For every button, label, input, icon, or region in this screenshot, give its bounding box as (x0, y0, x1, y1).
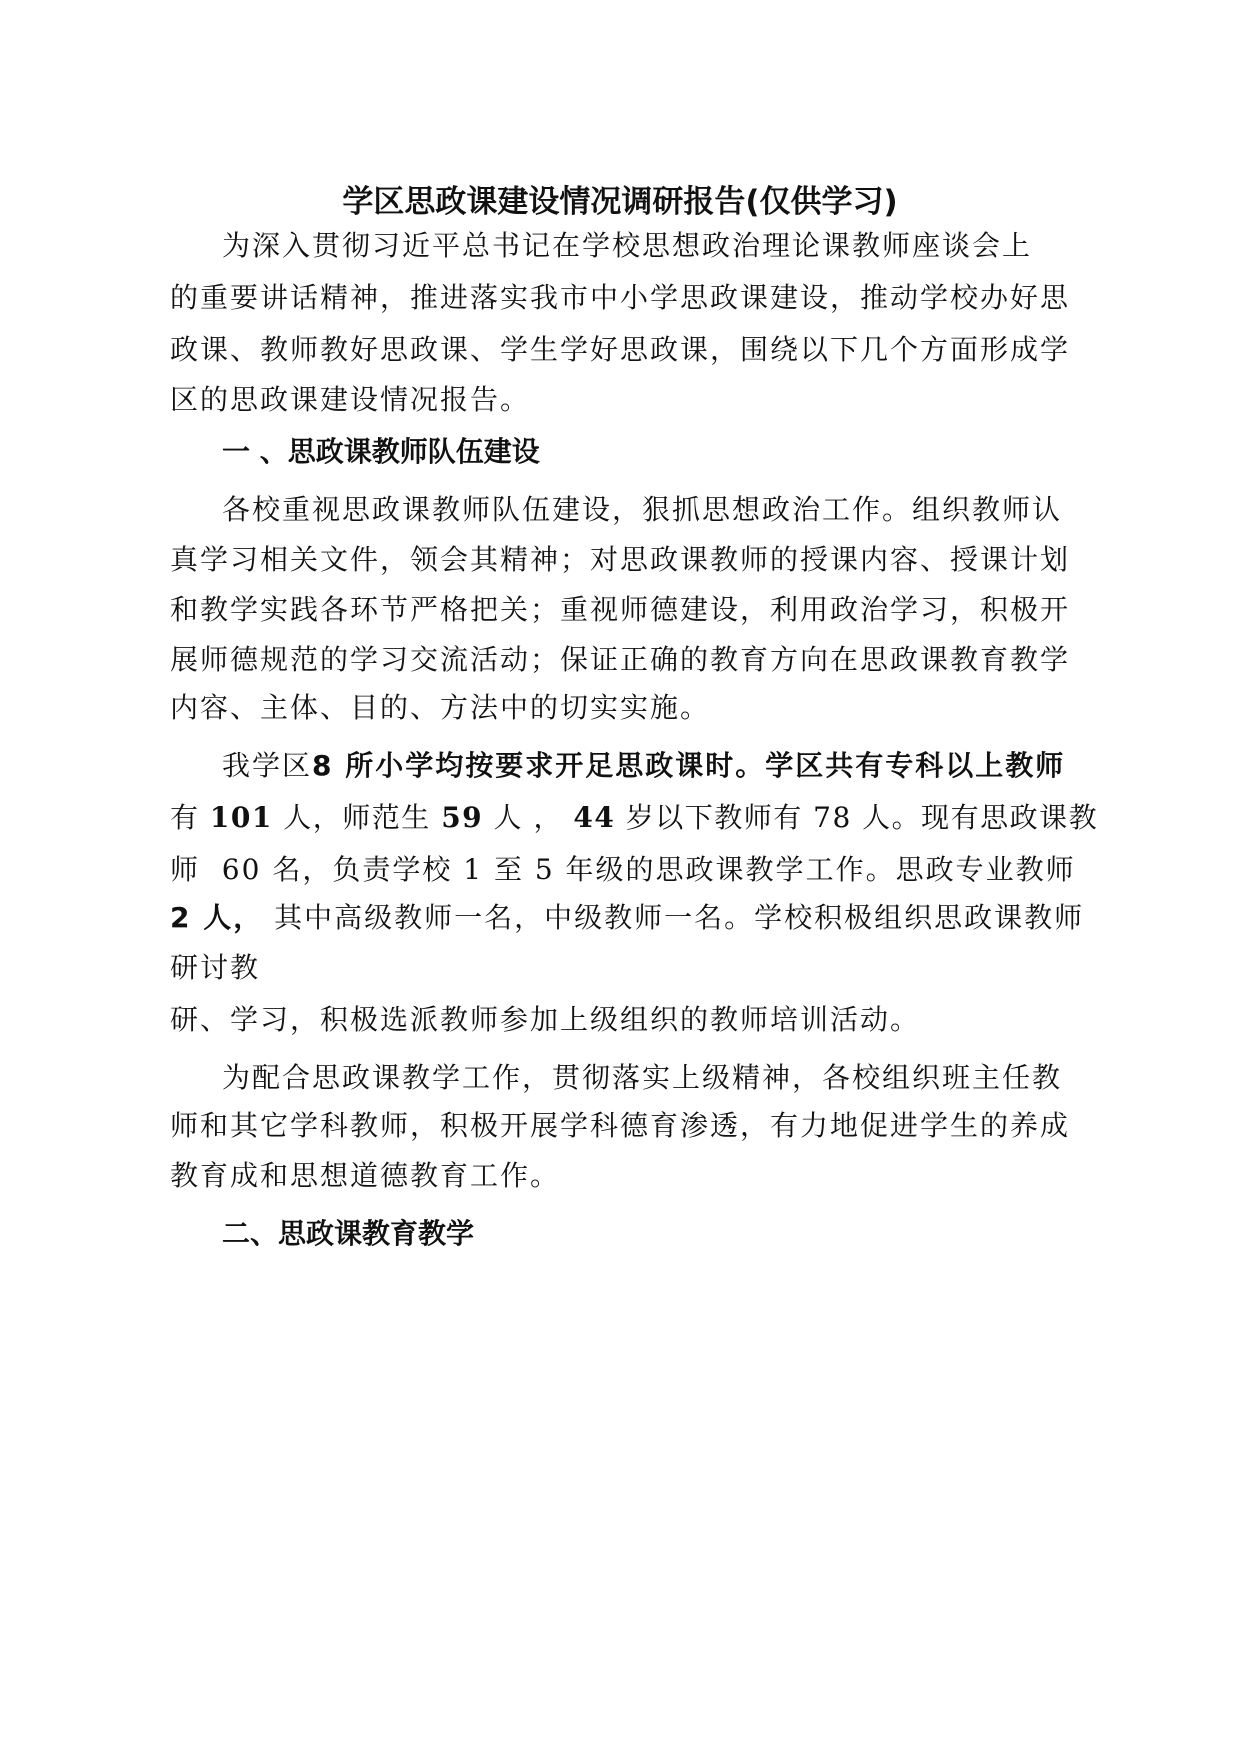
s1p2-line-1-b: 8 所小学均按要求开足思政课时。学区共有专科以上教师 (312, 749, 1066, 782)
s1p2-line-2-g: 岁以下教师有 78 人。现有思政课教 (615, 801, 1099, 834)
s1p2-line-2-c: 人，师范生 (272, 801, 431, 834)
s1p2-line-4-a: 2 人， (170, 901, 264, 934)
section-2-heading: 二、思政课教育教学 (222, 1217, 475, 1250)
s1p1-line-3: 和教学实践各环节严格把关；重视师德建设，利用政治学习，积极开 (170, 593, 1071, 626)
s1p2-line-3: 师 60 名，负责学校 1 至 5 年级的思政课教学工作。思政专业教师 (170, 853, 1076, 886)
s1p2-line-4 (170, 900, 1084, 936)
s1p2-line-4-b: 其中高级教师一名，中级教师一名。学校积极组织思政课教师 (263, 901, 1085, 934)
s1p3-line-2: 师和其它学科教师，积极开展学科德育渗透，有力地促进学生的养成 (170, 1109, 1071, 1142)
intro-line-3: 政课、教师教好思政课、学生学好思政课，围绕以下几个方面形成学 (170, 333, 1071, 366)
s1p2-line-2-e: 人 ， (483, 801, 563, 834)
s1p2-line-6: 研、学习，积极选派教师参加上级组织的教师培训活动。 (170, 1003, 921, 1036)
s1p2-line-1 (222, 748, 1065, 784)
s1p3-line-1: 为配合思政课教学工作，贯彻落实上级精神，各校组织班主任教 (222, 1061, 1063, 1094)
s1p2-line-2 (170, 800, 1098, 836)
normal-school-count: 59 (441, 801, 484, 834)
s1p1-line-4: 展师德规范的学习交流活动；保证正确的教育方向在思政课教育教学 (170, 643, 1071, 676)
s1p1-line-2: 真学习相关文件，领会其精神；对思政课教师的授课内容、授课计划 (170, 543, 1071, 576)
intro-line-1: 为深入贯彻习近平总书记在学校思想政治理论课教师座谈会上 (222, 229, 1033, 262)
intro-line-2: 的重要讲话精神，推进落实我市中小学思政课建设，推动学校办好思 (170, 281, 1071, 314)
s1p2-line-2-a: 有 (170, 801, 200, 834)
s1p1-line-5: 内容、主体、目的、方法中的切实实施。 (170, 691, 711, 724)
s1p2-line-1-a: 我学区 (222, 749, 313, 782)
s1p1-line-1: 各校重视思政课教师队伍建设，狠抓思想政治工作。组织教师认 (222, 493, 1063, 526)
age-threshold: 44 (573, 801, 616, 834)
document-title: 学区思政课建设情况调研报告(仅供学习) (342, 184, 898, 220)
s1p2-line-5: 研讨教 (170, 951, 261, 984)
s1p3-line-3: 教育成和思想道德教育工作。 (170, 1159, 561, 1192)
intro-line-4: 区的思政课建设情况报告。 (170, 383, 531, 416)
section-1-heading: 一 、思政课教师队伍建设 (222, 435, 540, 468)
teacher-count: 101 (209, 801, 273, 834)
